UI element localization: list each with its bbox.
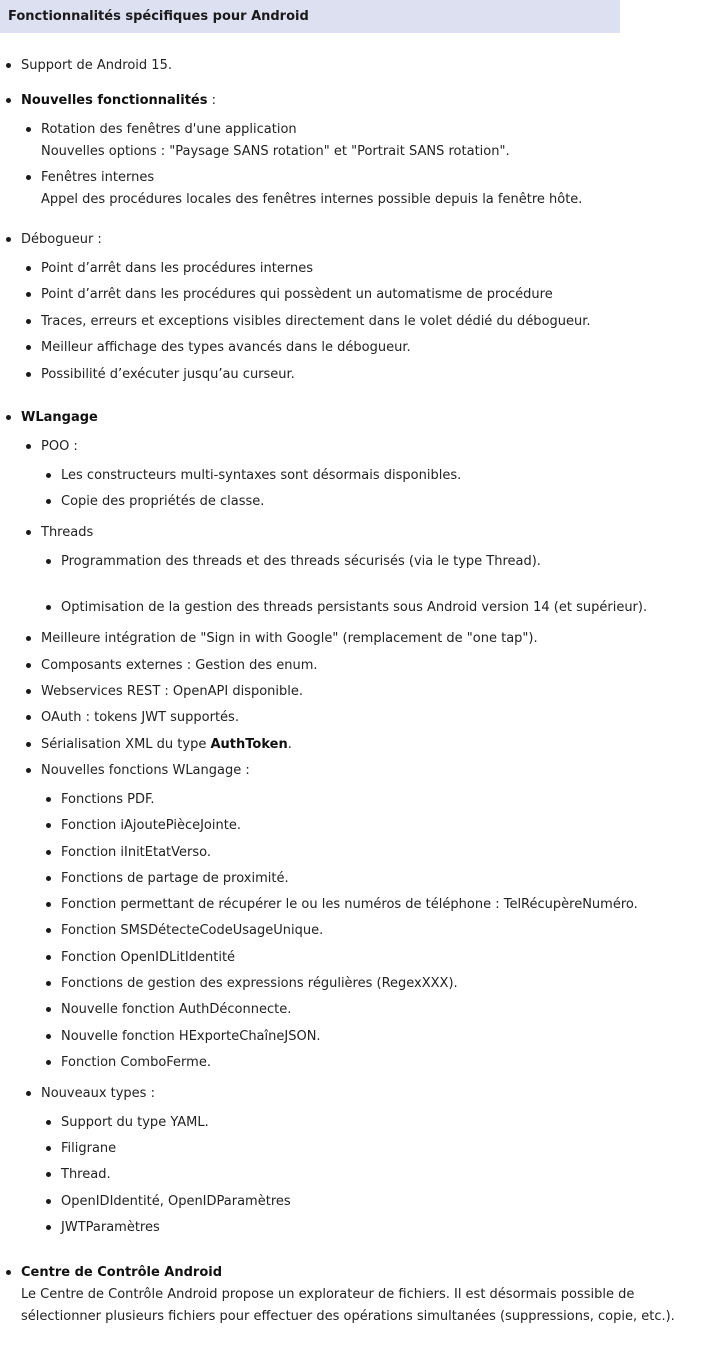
bullet-icon [6,98,11,103]
bullet-icon [46,1120,51,1125]
list-item: Point d’arrêt dans les procédures internes [41,258,313,280]
bullet-icon [46,473,51,478]
bullet-icon [26,444,31,449]
list-item: JWTParamètres [61,1217,160,1239]
list-item: Composants externes : Gestion des enum. [41,655,318,677]
bullet-icon [46,559,51,564]
bullet-icon [46,499,51,504]
bullet-icon [26,372,31,377]
list-item: Fonction OpenIDLitIdentité [61,947,235,969]
list-item: Nouvelle fonction HExporteChaîneJSON. [61,1026,321,1048]
list-item: POO : [41,436,78,458]
bullet-icon [6,1270,11,1275]
bullet-icon [46,876,51,881]
bullet-icon [46,928,51,933]
list-item: Nouvelles fonctionnalités : [21,90,216,112]
list-item [21,407,98,429]
bullet-icon [46,850,51,855]
bullet-icon [26,266,31,271]
item-title: Centre de Contrôle Android [21,1265,223,1280]
bullet-icon [26,175,31,180]
bullet-icon [46,1034,51,1039]
bullet-icon [26,636,31,641]
list-item: Nouvelle fonction AuthDéconnecte. [61,999,291,1021]
bullet-icon [46,1060,51,1065]
bullet-icon [6,237,11,242]
bullet-icon [46,1146,51,1151]
list-item: OAuth : tokens JWT supportés. [41,707,239,729]
list-item: Fonction SMSDétecteCodeUsageUnique. [61,920,323,942]
bullet-icon [26,715,31,720]
bullet-icon [46,797,51,802]
list-item: Nouvelles fonctions WLangage : [41,760,250,782]
list-item: Support du type YAML. [61,1112,209,1134]
list-item: Sérialisation XML du type AuthToken. [41,734,292,756]
list-item: Threads [41,522,93,544]
bullet-icon [46,1225,51,1230]
bullet-icon [46,981,51,986]
list-item: Copie des propriétés de classe. [61,491,264,513]
bullet-icon [26,345,31,350]
list-item: Nouveaux types : [41,1083,155,1105]
list-item: OpenIDIdentité, OpenIDParamètres [61,1191,291,1213]
list-item: Fonctions PDF. [61,789,155,811]
list-item: Fonctions de partage de proximité. [61,868,289,890]
list-item: Les constructeurs multi-syntaxes sont désormais disponibles. [61,465,461,487]
bullet-icon [26,319,31,324]
item-title: Nouvelles fonctionnalités [21,93,208,108]
list-item: Point d’arrêt dans les procédures qui possèdent un automatisme de procédure [41,284,553,306]
list-item: Programmation des threads et des threads sécurisés (via le type Thread). [61,551,541,573]
list-item: Webservices REST : OpenAPI disponible. [41,681,303,703]
section-title: Fonctionnalités spécifiques pour Android [8,9,309,24]
bullet-icon [6,63,11,68]
bullet-icon [46,955,51,960]
list-item: Fonction ComboFerme. [61,1052,211,1074]
bullet-icon [26,530,31,535]
list-item: Support de Android 15. [21,55,172,77]
list-item: Filigrane [61,1138,116,1160]
list-item: Possibilité d’exécuter jusqu’au curseur. [41,364,295,386]
list-item: Optimisation de la gestion des threads persistants sous Android version 14 (et supérieur). [61,597,647,619]
bullet-icon [26,1091,31,1096]
list-item: Fonction permettant de récupérer le ou les numéros de téléphone : TelRécupèreNuméro. [61,894,638,916]
bullet-icon [46,1007,51,1012]
bullet-icon [26,742,31,747]
bullet-icon [26,663,31,668]
list-item: Meilleure intégration de "Sign in with Google" (remplacement de "one tap"). [41,628,538,650]
bullet-icon [46,1172,51,1177]
bullet-icon [26,292,31,297]
bullet-icon [46,902,51,907]
list-item: Meilleur affichage des types avancés dans le débogueur. [41,337,411,359]
bullet-icon [46,823,51,828]
list-item: Fonction iInitEtatVerso. [61,842,211,864]
list-item: Fonctions de gestion des expressions régulières (RegexXXX). [61,973,458,995]
list-item: Thread. [61,1164,111,1186]
list-item: Rotation des fenêtres d'une application Nouvelles options : "Paysage SANS rotation" et "Portrait SANS rotation". [41,119,510,163]
bullet-icon [6,415,11,420]
list-item: Centre de Contrôle Android Le Centre de Contrôle Android propose un explorateur de fichiers. Il est désormais possible de sélectionner plusieurs fichiers pour effectuer des opérations simultanées (suppressions, copie, etc.). [21,1262,675,1328]
list-item: Débogueur : [21,229,102,251]
list-item: Fonction iAjoutePièceJointe. [61,815,241,837]
bullet-icon [46,605,51,610]
bullet-icon [26,689,31,694]
item-title: WLangage [21,410,98,425]
bullet-icon [26,768,31,773]
list-item: Fenêtres internes Appel des procédures locales des fenêtres internes possible depuis la fenêtre hôte. [41,167,582,211]
list-item: Traces, erreurs et exceptions visibles directement dans le volet dédié du débogueur. [41,311,591,333]
bullet-icon [46,1199,51,1204]
bullet-icon [26,127,31,132]
section-header [0,0,620,33]
